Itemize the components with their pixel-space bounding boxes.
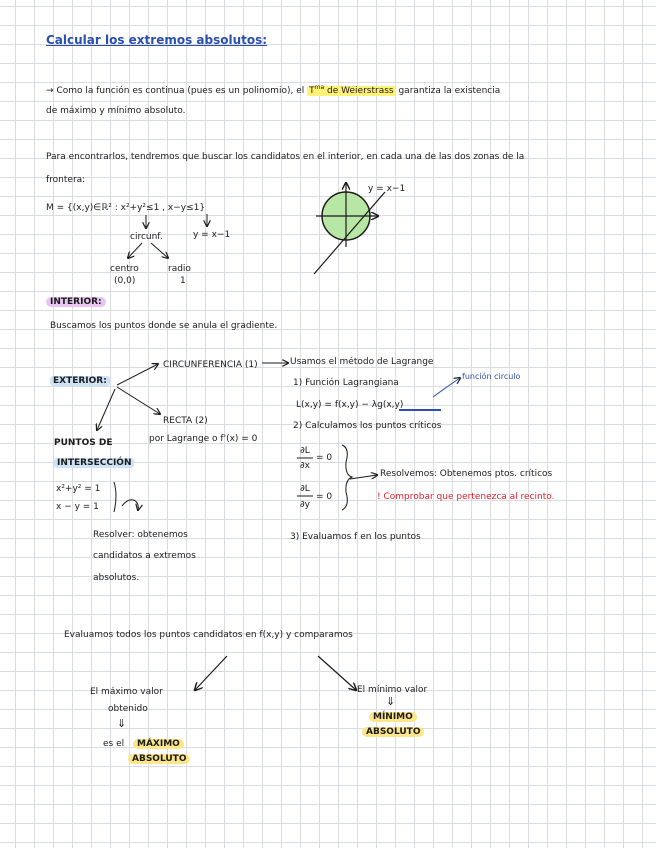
label-centro: centro — [110, 264, 139, 274]
funcion-circulo-note: función circulo — [462, 372, 521, 381]
puntos-text-1: PUNTOS DE — [54, 438, 113, 448]
para2-line-1: Para encontrarlos, tendremos que buscar los candidatos en el interior, en cada una de las dos zonas de la — [46, 152, 525, 162]
min-line-1: El mínimo valor — [357, 685, 428, 695]
set-arrows — [128, 214, 207, 258]
label-radio: radio — [168, 264, 191, 274]
intro-arrow: → — [46, 86, 54, 96]
intro-line-2: de máximo y mínimo absoluto. — [46, 106, 186, 116]
dLdy-den: ∂y — [300, 500, 310, 510]
exterior-arrows — [97, 363, 377, 510]
absoluto-max-text: ABSOLUTO — [128, 754, 190, 764]
label-circunf: circunf. — [130, 232, 163, 242]
label-centro-val: (0,0) — [114, 276, 136, 286]
dLdy-num: ∂L — [300, 484, 310, 494]
label-line-eq: y = x−1 — [193, 230, 231, 240]
final-text: Evaluamos todos los puntos candidatos en f(x,y) y comparamos — [64, 630, 353, 640]
interior-label-text: INTERIOR: — [46, 297, 106, 307]
dLdy-eq: = 0 — [316, 492, 333, 502]
interior-text: Buscamos los puntos donde se anula el gradiente. — [50, 321, 278, 331]
absoluto-min-text: ABSOLUTO — [362, 727, 424, 737]
intro-text-1: Como la función es continua (pues es un polinomio), el — [56, 86, 305, 96]
lagrangian-text: L(x,y) = f(x,y) − λg(x,y) — [296, 400, 404, 410]
circle-graph — [314, 183, 385, 274]
exterior-label-text: EXTERIOR: — [50, 376, 110, 386]
system-eq-1: x²+y² = 1 — [56, 484, 101, 494]
minimo-text: MÍNIMO — [369, 712, 417, 722]
weierstrass-text: de Weierstrass — [327, 86, 394, 96]
dLdx-eq: = 0 — [316, 453, 333, 463]
para2-line-2: frontera: — [46, 175, 86, 185]
graph-line-label: y = x−1 — [368, 184, 406, 194]
final-arrows — [195, 656, 356, 690]
derivatives-brace — [342, 445, 352, 510]
resolvemos-text: Resolvemos: Obtenemos ptos. críticos — [380, 469, 553, 479]
step-2: 2) Calculamos los puntos críticos — [293, 421, 442, 431]
max-line-1: El máximo valor — [90, 687, 163, 697]
label-radio-val: 1 — [180, 276, 186, 286]
step-1: 1) Función Lagrangiana — [293, 378, 399, 388]
tma-T: T — [309, 86, 315, 96]
max-es-el: es el — [103, 739, 125, 749]
lagrange-method: Usamos el método de Lagrange — [290, 357, 434, 367]
page-title: Calcular los extremos absolutos: — [46, 33, 268, 47]
system-eq-2: x − y = 1 — [56, 502, 99, 512]
maximo-text: MÁXIMO — [133, 739, 184, 749]
recta-label: RECTA (2) — [163, 416, 208, 426]
system-brace — [114, 482, 116, 512]
min-double-arrow: ⇓ — [386, 695, 396, 708]
max-double-arrow: ⇓ — [117, 717, 127, 730]
recta-method: por Lagrange o f'(x) = 0 — [149, 434, 258, 444]
warning-text: ! Comprobar que pertenezca al recinto. — [377, 492, 555, 502]
funcion-circulo-arrow — [433, 378, 460, 397]
dLdx-num: ∂L — [300, 446, 310, 456]
circunferencia-label: CIRCUNFERENCIA (1) — [163, 360, 258, 370]
resolver-line-2: candidatos a extremos — [93, 551, 196, 561]
intro-text-2: garantiza la existencia — [398, 86, 501, 96]
step-3: 3) Evaluamos f en los puntos — [290, 532, 421, 542]
puntos-text-2: INTERSECCIÓN — [54, 458, 134, 468]
set-definition: M = {(x,y)∈ℝ² : x²+y²≤1 , x−y≤1} — [46, 203, 206, 213]
resolver-line-3: absolutos. — [93, 573, 140, 583]
tma-sup: ma — [314, 84, 325, 91]
resolver-line-1: Resolver: obtenemos — [93, 530, 188, 540]
max-line-2: obtenido — [108, 704, 148, 714]
dLdx-den: ∂x — [300, 461, 310, 471]
